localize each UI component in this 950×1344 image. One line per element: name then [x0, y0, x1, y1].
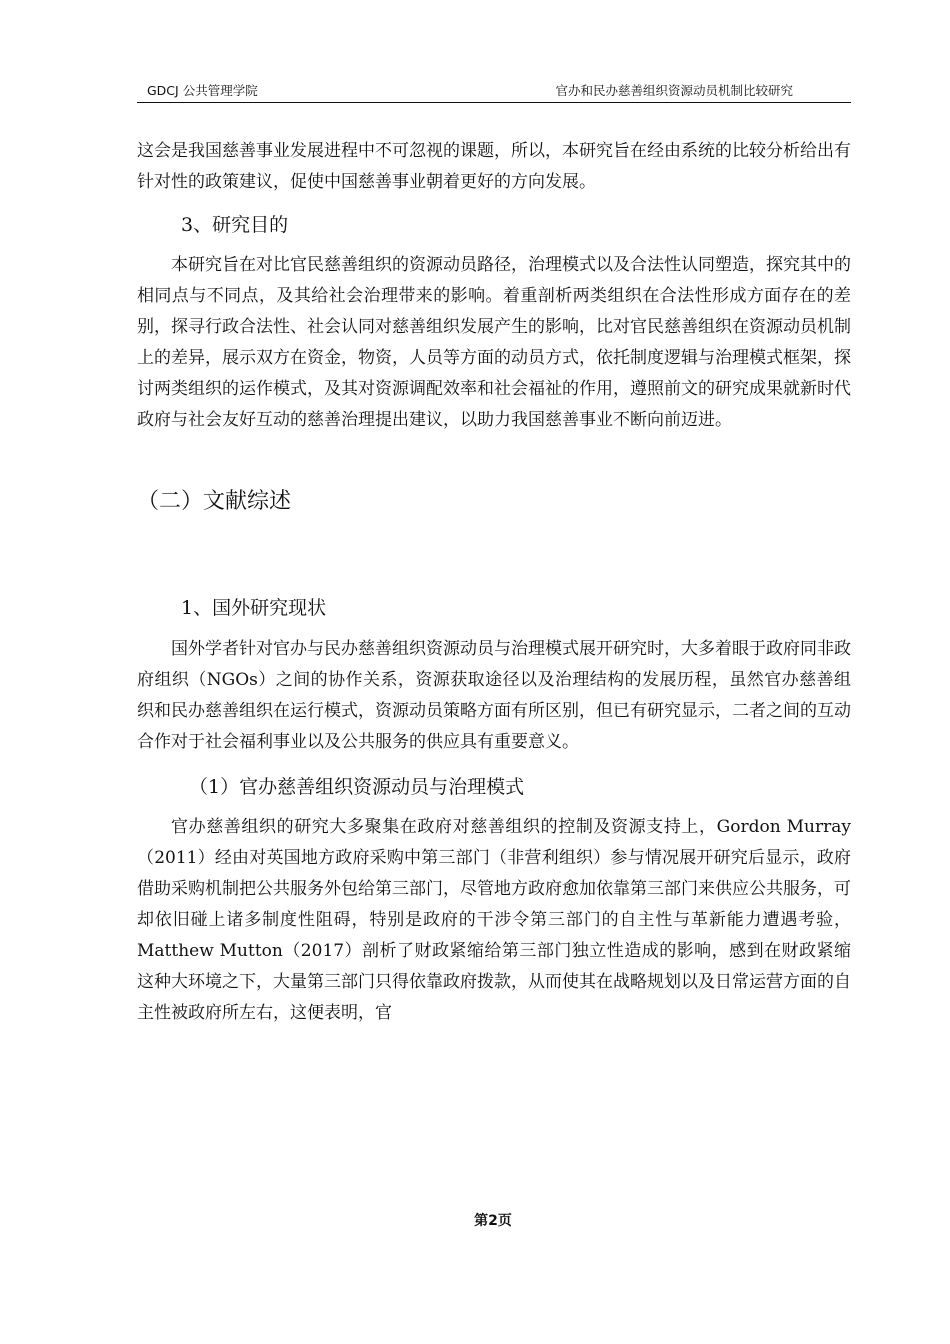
- intro-paragraph: 这会是我国慈善事业发展进程中不可忽视的课题，所以，本研究旨在经由系统的比较分析给出有针对性的政策建议，促使中国慈善事业朝着更好的方向发展。: [137, 141, 851, 192]
- page-content: [137, 136, 851, 1029]
- header-institution: GDCJ 公共管理学院: [147, 83, 258, 98]
- page-number: 第2页: [474, 1213, 512, 1229]
- subsection-title: 官办慈善组织资源动员与治理模式: [239, 776, 525, 798]
- section-title: 研究目的: [212, 214, 289, 236]
- section-number: 1、: [181, 597, 213, 619]
- subsection-heading-official-charity: [189, 772, 851, 799]
- research-purpose-paragraph: 本研究旨在对比官民慈善组织的资源动员路径，治理模式以及合法性认同塑造，探究其中的相同点与不同点，及其给社会治理带来的影响。着重剖析两类组织在合法性形成方面存在的差别，探寻行政合法性、社会认同对慈善组织发展产生的影响，比对官民慈善组织在资源动员机制上的差异，展示双方在资金，物资，人员等方面的动员方式，依托制度逻辑与治理模式框架，探讨两类组织的运作模式，及其对资源调配效率和社会福祉的作用，遵照前文的研究成果就新时代政府与社会友好互动的慈善治理提出建议，以助力我国慈善事业不断向前迈进。: [137, 255, 851, 430]
- official-charity-paragraph: 官办慈善组织的研究大多聚集在政府对慈善组织的控制及资源支持上，Gordon Murray（2011）经由对英国地方政府采购中第三部门（非营利组织）参与情况展开研究后显示，政府借助采购机制把公共服务外包给第三部门，尽管地方政府愈加依靠第三部门来供应公共服务，可却依旧碰上诸多制度性阻碍，特别是政府的干涉令第三部门的自主性与革新能力遭遇考验，Matthew Mutton（2017）剖析了财政紧缩给第三部门独立性造成的影响，感到在财政紧缩这种大环境之下，大量第三部门只得依靠政府拨款，从而使其在战略规划以及日常运营方面的自主性被政府所左右，这便表明，官: [137, 817, 851, 1023]
- section-heading-foreign-research: [181, 593, 851, 620]
- section-title: 国外研究现状: [212, 597, 327, 619]
- page-header: [137, 74, 851, 103]
- header-thesis-title: 官办和民办慈善组织资源动员机制比较研究: [555, 83, 793, 98]
- section-number: 3、: [181, 214, 213, 236]
- subsection-number: （1）: [189, 776, 240, 798]
- foreign-research-paragraph: 国外学者针对官办与民办慈善组织资源动员与治理模式展开研究时，大多着眼于政府同非政府组织（NGOs）之间的协作关系，资源获取途径以及治理结构的发展历程，虽然官办慈善组织和民办慈善组织在运行模式，资源动员策略方面有所区别，但已有研究显示，二者之间的互动合作对于社会福利事业以及公共服务的供应具有重要意义。: [137, 639, 851, 752]
- section-heading-research-purpose: [181, 210, 851, 237]
- chapter-heading-literature-review: （二）文献综述: [137, 489, 292, 514]
